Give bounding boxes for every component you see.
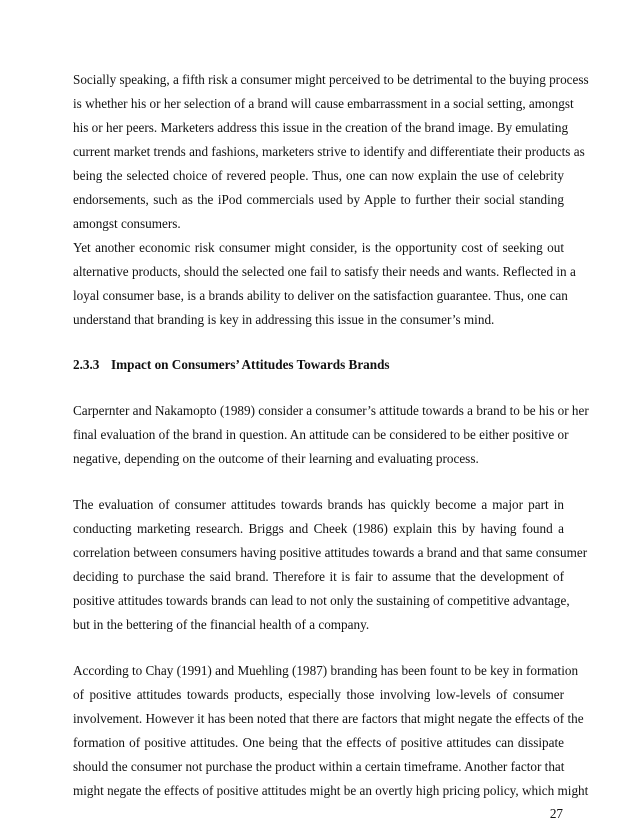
- paragraph-1-line: amongst consumers.: [73, 216, 181, 231]
- paragraph-4-line: deciding to purchase the said brand. Therefore it is fair to assume that the development of: [73, 569, 564, 584]
- paragraph-5-line: should the consumer not purchase the product within a certain timeframe. Another factor that: [73, 759, 565, 774]
- paragraph-2-line: Yet another economic risk consumer might consider, is the opportunity cost of seeking out: [73, 240, 564, 255]
- paragraph-1-line: is whether his or her selection of a brand will cause embarrassment in a social setting, amongst: [73, 96, 574, 111]
- paragraph-5-line: might negate the effects of positive attitudes might be an overtly high pricing policy, which might: [73, 783, 589, 798]
- paragraph-1-line: current market trends and fashions, marketers strive to identify and differentiate their products as: [73, 144, 585, 159]
- paragraph-5-line: According to Chay (1991) and Muehling (1987) branding has been fount to be key in formation: [73, 663, 579, 678]
- paragraph-1-line: his or her peers. Marketers address this issue in the creation of the brand image. By emulating: [73, 120, 569, 135]
- paragraph-1-line: being the selected choice of revered people. Thus, one can now explain the use of celebrity: [73, 168, 564, 183]
- paragraph-3-line: final evaluation of the brand in question. An attitude can be considered to be either positive or: [73, 427, 569, 442]
- paragraph-1-line: endorsements, such as the iPod commercials used by Apple to further their social standing: [73, 192, 564, 207]
- paragraph-4-line: but in the bettering of the financial health of a company.: [73, 617, 370, 632]
- paragraph-4-line: conducting marketing research. Briggs and Cheek (1986) explain this by having found a: [73, 521, 564, 536]
- section-heading: [73, 357, 390, 373]
- section-title: Impact on Consumers’ Attitudes Towards Brands: [111, 357, 390, 372]
- paragraph-5-line: formation of positive attitudes. One being that the effects of positive attitudes can dissipate: [73, 735, 564, 750]
- paragraph-3-line: negative, depending on the outcome of their learning and evaluating process.: [73, 451, 479, 466]
- paragraph-2-line: loyal consumer base, is a brands ability to deliver on the satisfaction guarantee. Thus, one can: [73, 288, 568, 303]
- section-number: 2.3.3: [73, 357, 100, 372]
- paragraph-4-line: correlation between consumers having positive attitudes towards a brand and that same consumer: [73, 545, 588, 560]
- paragraph-3-line: Carpernter and Nakamopto (1989) consider a consumer’s attitude towards a brand to be his or her: [73, 403, 589, 418]
- paragraph-4-line: positive attitudes towards brands can lead to not only the sustaining of competitive advantage,: [73, 593, 570, 608]
- paragraph-4-line: The evaluation of consumer attitudes towards brands has quickly become a major part in: [73, 497, 564, 512]
- paragraph-1-line: Socially speaking, a fifth risk a consumer might perceived to be detrimental to the buying process: [73, 72, 589, 87]
- paragraph-5-line: of positive attitudes towards products, especially those involving low-levels of consumer: [73, 687, 564, 702]
- paragraph-2-line: alternative products, should the selected one fail to satisfy their needs and wants. Reflected in a: [73, 264, 576, 279]
- paragraph-2-line: understand that branding is key in addressing this issue in the consumer’s mind.: [73, 312, 495, 327]
- paragraph-5-line: involvement. However it has been noted that there are factors that might negate the effects of the: [73, 711, 584, 726]
- page-number: 27: [549, 806, 563, 821]
